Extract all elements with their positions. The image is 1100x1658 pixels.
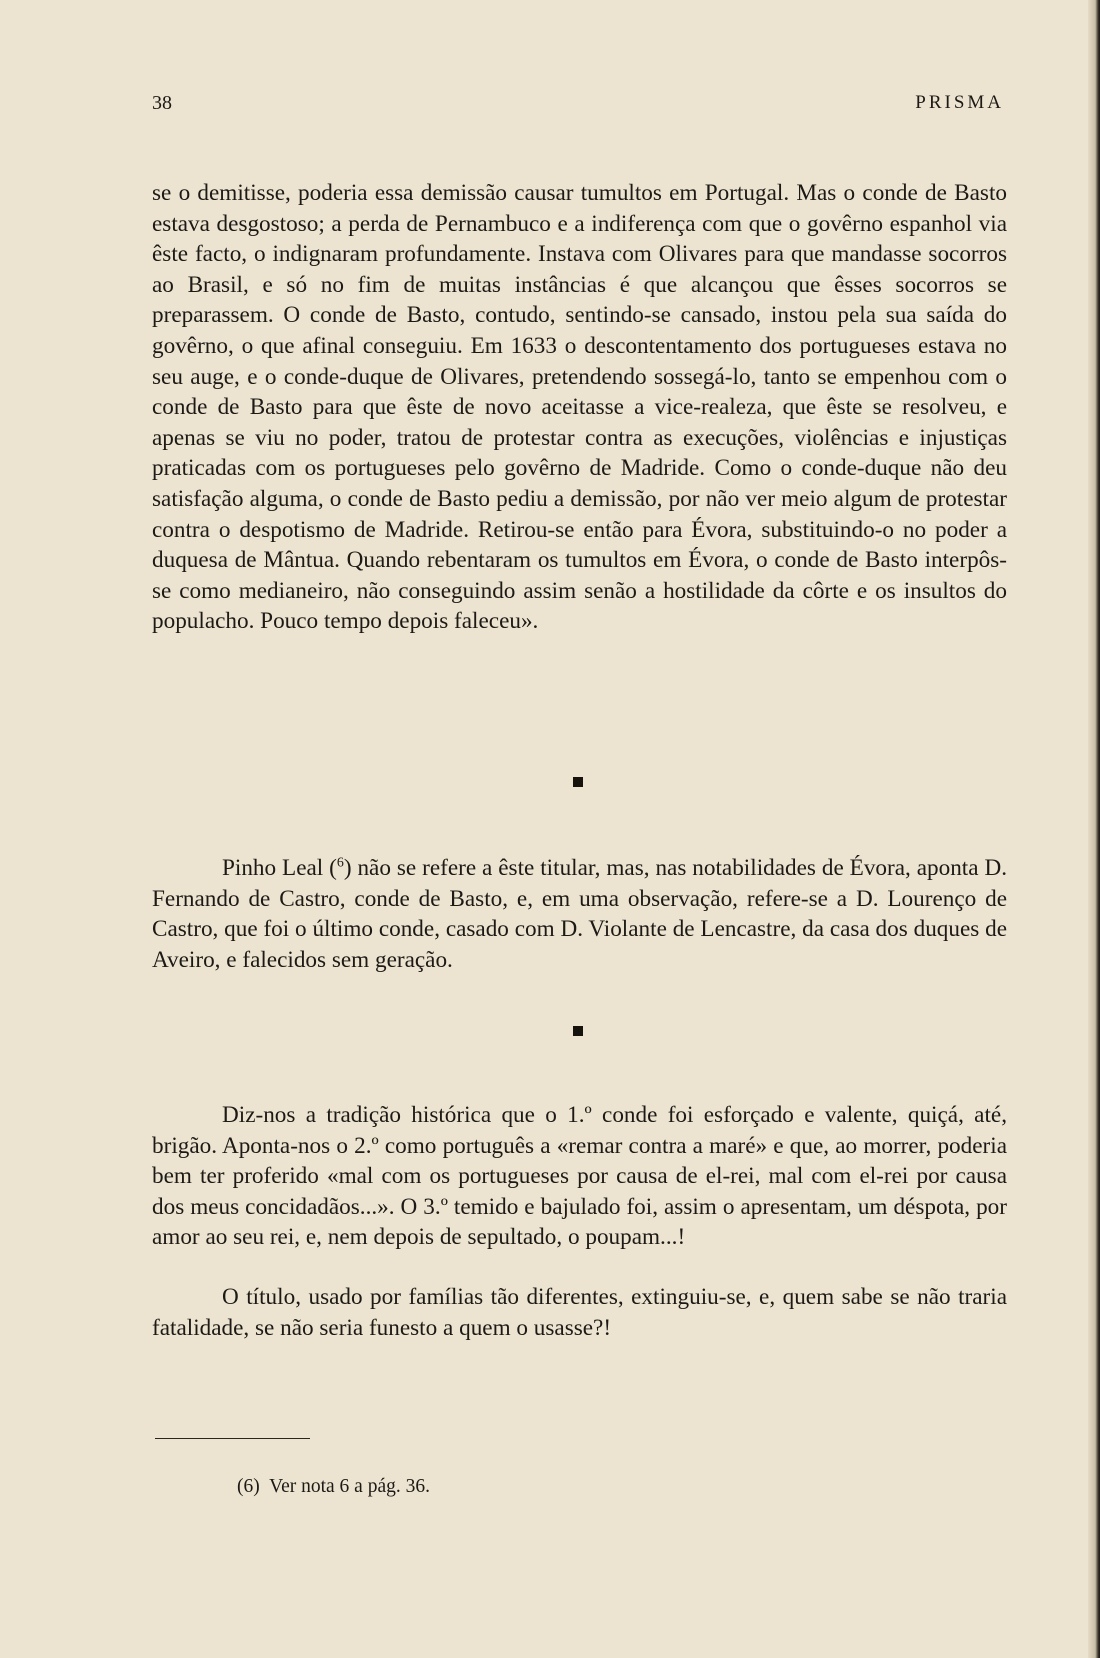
paragraph-text-after-ref: ) não se refere a êste titular, mas, nas notabilidades de Évora, aponta D. Fernando de Castro, conde de Basto, e, em uma observação, refere-se a D. Lourenço de Castro, que foi o último conde, casado com D. Violante de Lencastre, da casa dos duques de Aveiro, e falecidos sem geração.	[152, 855, 1008, 973]
paragraph-tradicao: Diz-nos a tradição histórica que o 1.º conde foi esforçado e valente, quiçá, até, brigão. Aponta-nos o 2.º como português a «remar contra a maré» e que, ao morrer, poderia bem ter proferido «mal com os portugueses por causa de el-rei, mal com el-rei por causa dos meus concidadãos...». O 3.º temido e bajulado foi, assim o apresentam, um déspota, por amor ao seu rei, e, nem depois de sepultado, o poupam...!	[152, 1102, 1007, 1251]
section-separator-square	[573, 777, 583, 787]
paragraph-continued: se o demitisse, poderia essa demissão causar tumultos em Portugal. Mas o conde de Basto estava desgostoso; a perda de Pernambuco e a indiferença com que o govêrno espanhol via êste facto, o indignaram profundamente. Instava com Olivares para que mandasse socorros ao Brasil, e só no fim de muitas instâncias é que alcançou que êsses socorros se preparassem. O conde de Basto, contudo, sentindo-se cansado, instou pela sua saída do govêrno, o que afinal conseguiu. Em 1633 o descontentamento dos portugueses estava no seu auge, e o conde-duque de Olivares, pretendendo sossegá-lo, tanto se empenhou com o conde de Basto para que êste de novo aceitasse a vice-realeza, que êste se resolveu, e apenas se viu no poder, tratou de protestar contra as execuções, violências e injustiças praticadas com os portugueses pelo govêrno de Madride. Como o conde-duque não deu satisfação alguma, o conde de Basto pediu a demissão, por não ver meio algum de protestar contra o despotismo de Madride. Retirou-se então para Évora, substituindo-o no poder a duquesa de Mântua. Quando rebentaram os tumultos em Évora, o conde de Basto interpôs-se como medianeiro, não conseguindo assim senão a hostilidade da côrte e os insultos do populacho. Pouco tempo depois faleceu».	[152, 180, 1007, 635]
footnote	[237, 1476, 430, 1498]
footnote-text: Ver nota 6 a pág. 36.	[269, 1476, 430, 1497]
footnote-marker: (6)	[237, 1476, 260, 1497]
journal-title: PRISMA	[915, 92, 1004, 113]
paragraph-pinho-leal	[152, 853, 1007, 975]
footnote-reference: 6	[336, 855, 344, 871]
paragraph-titulo: O título, usado por famílias tão diferentes, extinguiu-se, e, quem sabe se não traria fatalidade, se não seria funesto a quem o usasse?!	[152, 1284, 1007, 1341]
section-separator-square	[573, 1026, 583, 1036]
page-edge-shadow	[1088, 0, 1100, 1658]
paragraph-text-before-ref: Pinho Leal (	[222, 855, 337, 881]
page-number: 38	[152, 92, 172, 114]
footnote-divider	[155, 1438, 310, 1439]
